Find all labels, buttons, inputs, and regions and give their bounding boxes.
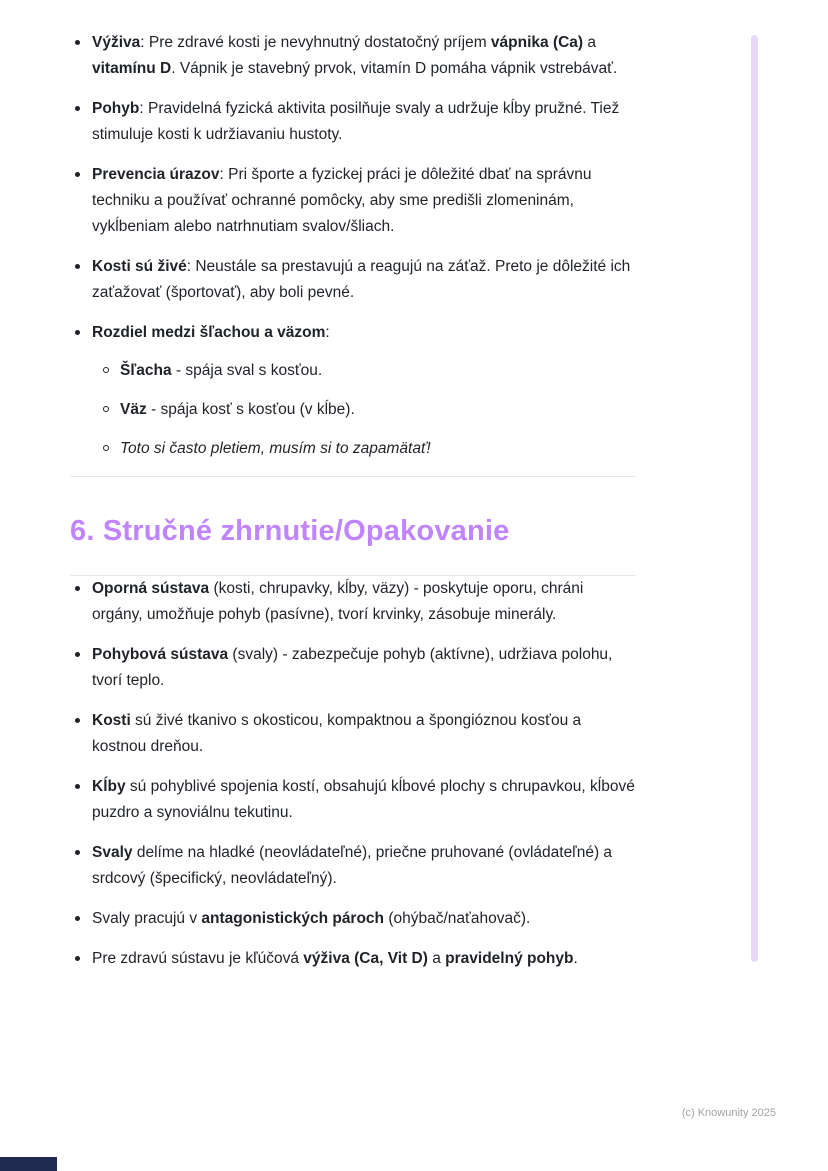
list-item-text: Rozdiel medzi šľachou a väzom: xyxy=(92,324,330,341)
section-heading: 6. Stručné zhrnutie/Opakovanie xyxy=(70,515,510,547)
scrollbar-thumb[interactable] xyxy=(751,35,758,962)
list-item xyxy=(70,254,636,306)
list-item xyxy=(70,906,636,932)
list-item-text: Pohyb: Pravidelná fyzická aktivita posilňuje svaly a udržuje kĺby pružné. Tiež stimuluje kosti k udržiavaniu hustoty. xyxy=(92,100,620,143)
list-item xyxy=(98,358,636,384)
list-item-text: Pohybová sústava (svaly) - zabezpečuje pohyb (aktívne), udržiava polohu, tvorí teplo. xyxy=(92,646,613,689)
footer-credit: (c) Knowunity 2025 xyxy=(681,1107,776,1119)
notes-content xyxy=(70,30,636,986)
list-item xyxy=(70,840,636,892)
list-item-text: Šľacha - spája sval s kosťou. xyxy=(120,362,323,379)
list-item xyxy=(70,576,636,628)
list-item xyxy=(70,96,636,148)
list-item xyxy=(70,946,636,972)
key-points-list xyxy=(70,30,636,462)
list-item-text: Kosti sú živé: Neustále sa prestavujú a reagujú na záťaž. Preto je dôležité ich zaťažovať (športovať), aby boli pevné. xyxy=(92,258,631,301)
list-item xyxy=(70,162,636,240)
list-item xyxy=(70,774,636,826)
list-item xyxy=(70,642,636,694)
list-item-text: Pre zdravú sústavu je kľúčová výživa (Ca, Vit D) a pravidelný pohyb. xyxy=(92,950,578,967)
summary-list xyxy=(70,576,636,972)
list-item xyxy=(70,708,636,760)
list-item-text: Prevencia úrazov: Pri športe a fyzickej práci je dôležité dbať na správnu techniku a používať ochranné pomôcky, aby sme predišli zlomeninám, vykĺbeniam alebo natrhnutiam svalov/šliach. xyxy=(92,166,592,235)
list-item-text: Výživa: Pre zdravé kosti je nevyhnutný dostatočný príjem vápnika (Ca) a vitamínu D. Vápnik je stavebný prvok, vitamín D pomáha vápnik vstrebávať. xyxy=(92,34,618,77)
list-item-text: Kosti sú živé tkanivo s okosticou, kompaktnou a špongióznou kosťou a kostnou dreňou. xyxy=(92,712,582,755)
list-item-text: Toto si často pletiem, musím si to zapamätať! xyxy=(120,440,431,457)
list-item-text: Svaly pracujú v antagonistických pároch (ohýbač/naťahovač). xyxy=(92,910,531,927)
bottom-left-corner-bar xyxy=(0,1157,57,1171)
list-item-text: Väz - spája kosť s kosťou (v kĺbe). xyxy=(120,401,355,418)
list-item-text: Oporná sústava (kosti, chrupavky, kĺby, väzy) - poskytuje oporu, chráni orgány, umožňuje pohyb (pasívne), tvorí krvinky, zásobuje minerály. xyxy=(92,580,584,623)
divider xyxy=(70,476,636,477)
list-item-text: Kĺby sú pohyblivé spojenia kostí, obsahujú kĺbové plochy s chrupavkou, kĺbové puzdro a synoviálnu tekutinu. xyxy=(92,778,635,821)
list-item xyxy=(70,30,636,82)
list-item-text: Svaly delíme na hladké (neovládateľné), priečne pruhované (ovládateľné) a srdcový (špecifický, neovládateľný). xyxy=(92,844,613,887)
list-item xyxy=(70,320,636,462)
list-item xyxy=(98,436,636,462)
list-item xyxy=(98,397,636,423)
sub-list xyxy=(92,358,636,462)
